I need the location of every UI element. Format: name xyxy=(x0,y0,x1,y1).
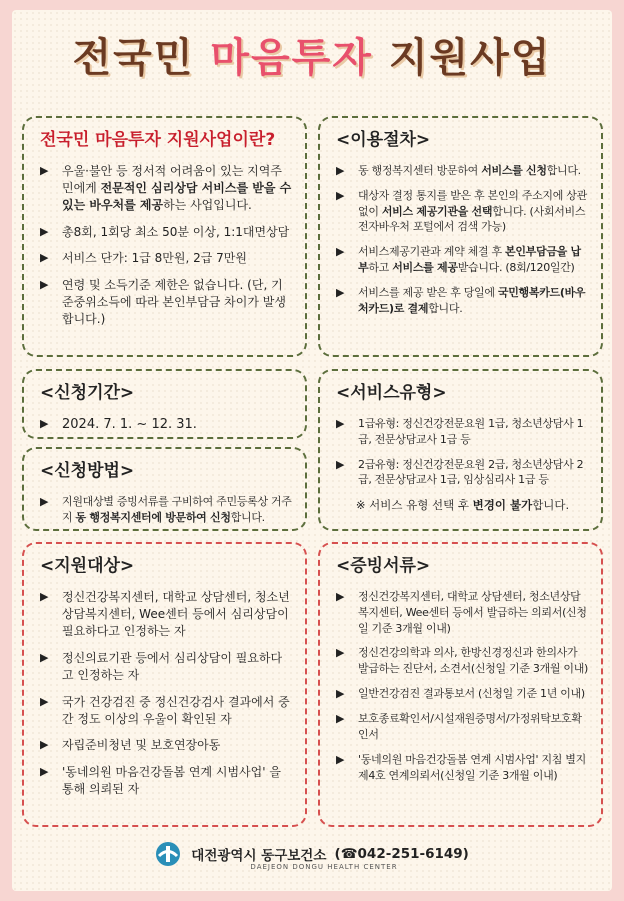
triangle-bullet-icon: ▶ xyxy=(336,753,345,767)
item-bold: 국민행복카드(바우처카드)로 결제 xyxy=(358,286,586,316)
item-text: 하는 사업입니다. xyxy=(163,198,252,213)
item-text: 자립준비청년 및 보호연장아동 xyxy=(62,738,221,753)
item-text: 2급유형: 정신건강전문요원 2급, 청소년상담사 2급, 전문상담교사 1급, 임상심리사 1급 등 xyxy=(358,457,584,487)
triangle-bullet-icon: ▶ xyxy=(336,687,345,701)
list-item xyxy=(40,694,293,729)
note-text: ※ 서비스 유형 선택 후 xyxy=(355,498,473,513)
item-bold: 서비스를 신청 xyxy=(481,163,547,177)
list-item xyxy=(336,645,589,677)
item-text: 우울·불안 등 정서적 어려움이 있는 지역주민에게 xyxy=(62,163,282,196)
documents-heading: <증빙서류> xyxy=(336,556,431,576)
period-text: 2024. 7. 1. ~ 12. 31. xyxy=(62,416,197,432)
triangle-bullet-icon: ▶ xyxy=(336,188,345,202)
item-text: 국가 건강검진 중 정신건강검사 결과에서 중간 정도 이상의 우울이 확인된 자 xyxy=(62,694,290,726)
triangle-bullet-icon: ▶ xyxy=(40,494,49,508)
org-subtitle: DAEJEON DONGU HEALTH CENTER xyxy=(250,863,398,871)
triangle-bullet-icon: ▶ xyxy=(40,251,49,265)
list-item xyxy=(336,285,589,317)
list-item xyxy=(336,163,589,179)
item-bold: 서비스 제공기관을 선택 xyxy=(381,204,493,218)
list-item xyxy=(336,188,589,236)
triangle-bullet-icon: ▶ xyxy=(40,277,49,291)
triangle-bullet-icon: ▶ xyxy=(336,457,345,471)
procedure-box xyxy=(318,116,603,357)
list-item xyxy=(40,764,293,799)
about-heading: 전국민 마음투자 지원사업이란? xyxy=(40,130,276,150)
item-text: '동네의원 마음건강돌봄 연계 시범사업' 지침 별지 제4호 연계의뢰서(신청일 기준 3개월 이내) xyxy=(358,753,586,783)
list-item xyxy=(336,686,589,702)
triangle-bullet-icon: ▶ xyxy=(336,163,345,177)
about-box xyxy=(22,116,307,357)
item-text: 정신건강복지센터, 대학교 상담센터, 청소년상담복지센터, Wee센터 등에서 발급하는 의뢰서(신청일 기준 3개월 이내) xyxy=(358,589,587,635)
triangle-bullet-icon: ▶ xyxy=(40,416,49,430)
item-bold: 동 행정복지센터에 방문하여 신청 xyxy=(75,510,231,524)
item-text: 합니다. xyxy=(546,163,581,177)
title-tail: 지원사업 xyxy=(372,35,552,81)
item-text: 정신건강복지센터, 대학교 상담센터, 청소년상담복지센터, Wee센터 등에서 심리상담이 필요하다고 인정하는 자 xyxy=(62,589,290,639)
triangle-bullet-icon: ▶ xyxy=(40,650,49,664)
documents-box xyxy=(318,542,603,827)
triangle-bullet-icon: ▶ xyxy=(336,712,345,726)
list-item xyxy=(40,224,293,241)
list-item xyxy=(40,277,293,329)
phone-number: (☎042-251-6149) xyxy=(334,846,469,862)
list-item xyxy=(336,752,589,784)
list-item xyxy=(40,250,293,267)
triangle-bullet-icon: ▶ xyxy=(336,589,345,603)
note-text: 합니다. xyxy=(532,498,570,513)
item-text: 보호종료확인서/시설재원증명서/가정위탁보호확인서 xyxy=(358,712,582,742)
list-item xyxy=(336,589,589,637)
list-item xyxy=(40,737,293,754)
item-text: 1급유형: 정신건강전문요원 1급, 청소년상담사 1급, 전문상담교사 1급 등 xyxy=(358,416,584,446)
triangle-bullet-icon: ▶ xyxy=(40,224,49,238)
item-text: 합니다. xyxy=(230,510,265,524)
period-box xyxy=(22,369,307,439)
triangle-bullet-icon: ▶ xyxy=(40,738,49,752)
item-text: 합니다. xyxy=(428,302,463,316)
service-type-heading: <서비스유형> xyxy=(336,383,447,403)
item-text: 서비스제공기관과 계약 체결 후 xyxy=(358,245,506,259)
item-text: 연령 및 소득기준 제한은 없습니다. (단, 기준중위소득에 따라 본인부담금 차이가 발생합니다.) xyxy=(62,277,286,327)
item-text: '동네의원 마음건강돌봄 연계 시범사업' 을 통해 의뢰된 자 xyxy=(62,764,281,797)
list-item xyxy=(40,494,293,526)
method-heading: <신청방법> xyxy=(40,461,135,481)
item-text: 대상자 결정 통지를 받은 후 본인의 주소지에 상관없이 xyxy=(358,188,587,218)
poster-title xyxy=(0,26,624,83)
item-text: 정신건강의학과 의사, 한방신경정신과 한의사가 발급하는 진단서, 소견서(신청일 기준 3개월 이내) xyxy=(358,646,589,676)
period-heading: <신청기간> xyxy=(40,383,135,403)
list-item xyxy=(40,163,293,215)
triangle-bullet-icon: ▶ xyxy=(336,416,345,430)
list-item xyxy=(40,650,293,685)
triangle-bullet-icon: ▶ xyxy=(336,286,345,300)
service-type-note xyxy=(336,497,589,514)
item-text: 서비스 단가: 1급 8만원, 2급 7만원 xyxy=(62,251,247,266)
list-item xyxy=(336,416,589,448)
item-bold: 서비스를 제공 xyxy=(392,261,458,275)
target-box xyxy=(22,542,307,827)
org-name: 대전광역시 동구보건소 xyxy=(191,848,327,864)
item-bold: 본인부담금을 납부 xyxy=(358,245,581,275)
item-text: 일반건강검진 결과통보서 (신청일 기준 1년 이내) xyxy=(358,687,585,701)
item-text: 총8회, 1회당 최소 50분 이상, 1:1대면상담 xyxy=(62,224,290,239)
procedure-heading: <이용절차> xyxy=(336,130,431,150)
item-text: 서비스를 제공 받은 후 당일에 xyxy=(358,286,498,300)
triangle-bullet-icon: ▶ xyxy=(40,589,49,603)
list-item xyxy=(336,457,589,489)
list-item xyxy=(40,589,293,641)
triangle-bullet-icon: ▶ xyxy=(336,646,345,660)
list-item xyxy=(336,244,589,276)
item-text: 동 행정복지센터 방문하여 xyxy=(358,163,482,177)
triangle-bullet-icon: ▶ xyxy=(40,163,49,177)
item-text: 하고 xyxy=(368,261,393,275)
triangle-bullet-icon: ▶ xyxy=(40,764,49,778)
service-type-box xyxy=(318,369,603,531)
triangle-bullet-icon: ▶ xyxy=(336,245,345,259)
note-bold: 변경이 불가 xyxy=(472,498,533,513)
item-text: 지원대상별 증빙서류를 구비하여 주민등록상 거주지 xyxy=(62,494,292,524)
list-item xyxy=(40,416,293,435)
list-item xyxy=(336,711,589,743)
item-bold: 전문적인 심리상담 서비스를 받을 수 있는 바우처를 제공 xyxy=(62,181,292,213)
title-main: 전국민 xyxy=(72,35,211,81)
triangle-bullet-icon: ▶ xyxy=(40,694,49,708)
title-accent: 마음투자 xyxy=(210,35,373,81)
health-center-logo-icon xyxy=(155,841,181,867)
item-text: 합니다. (사회서비스 전자바우처 포털에서 검색 가능) xyxy=(358,204,586,234)
footer xyxy=(0,841,624,871)
item-text: 받습니다. (8회/120일간) xyxy=(457,261,575,275)
target-heading: <지원대상> xyxy=(40,556,135,576)
method-box xyxy=(22,447,307,531)
item-text: 정신의료기관 등에서 심리상담이 필요하다고 인정하는 자 xyxy=(62,650,283,683)
